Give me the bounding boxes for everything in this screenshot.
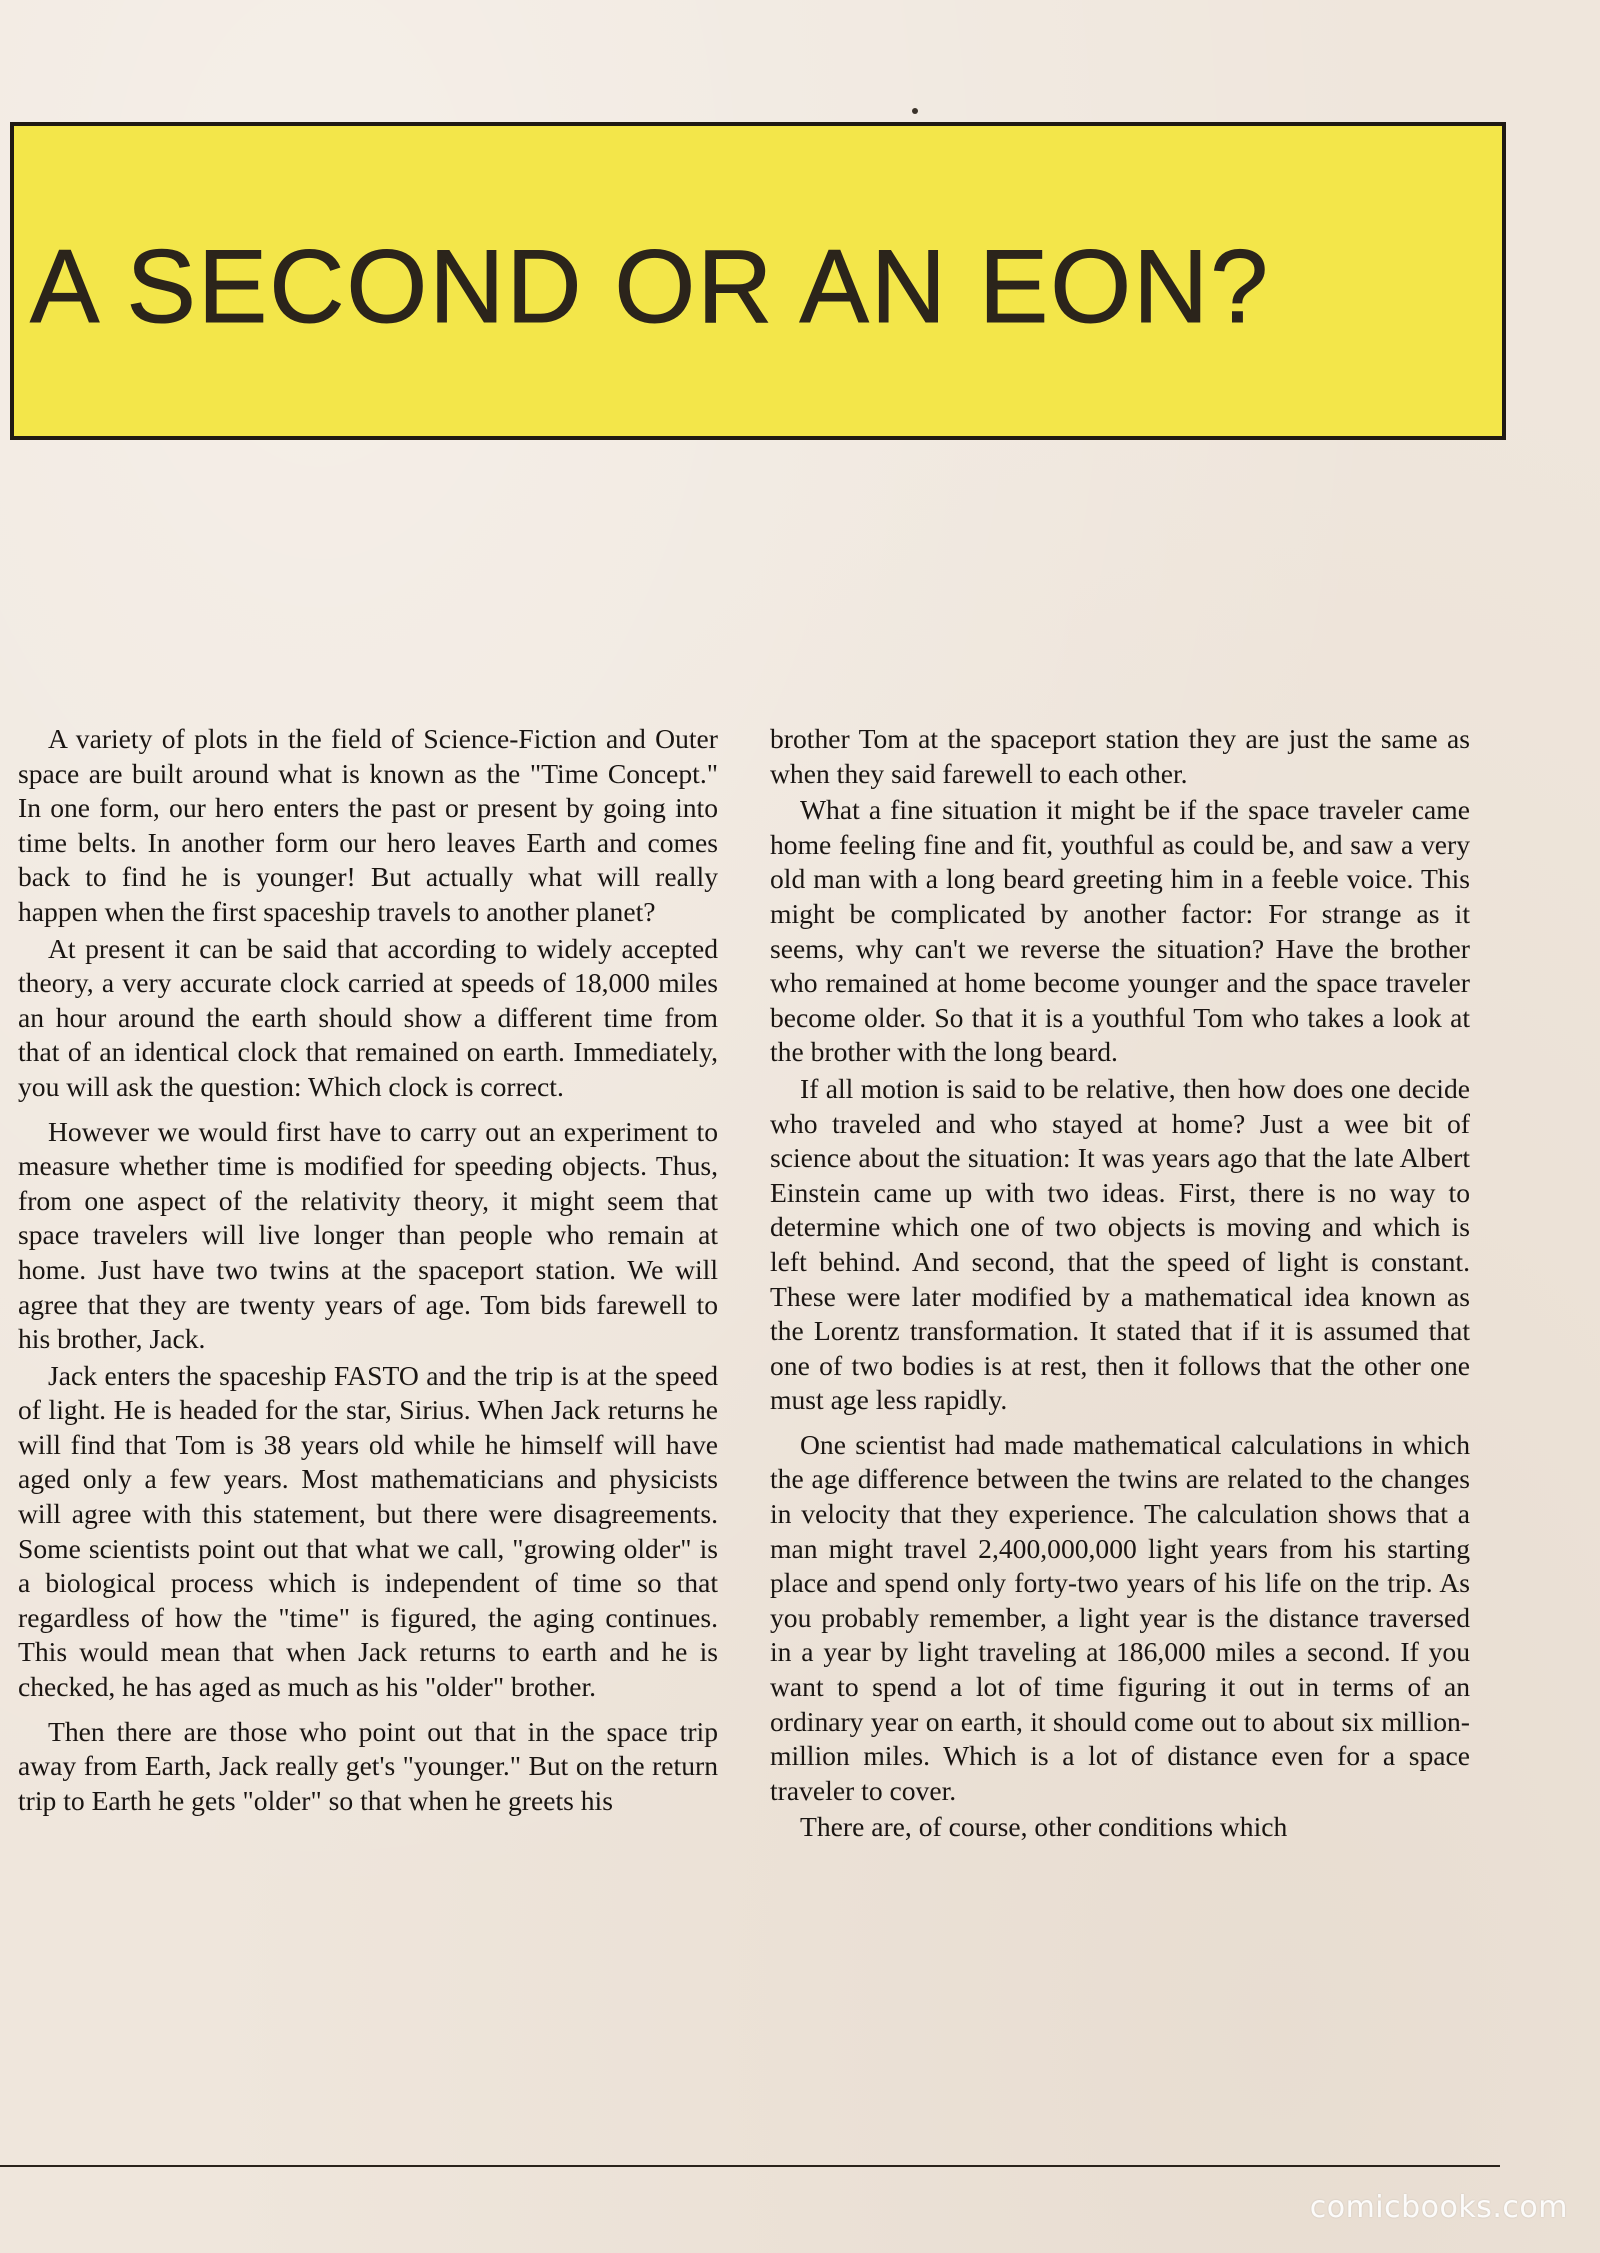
paragraph-right-1: brother Tom at the spaceport station they are just the same as when they said farewell to each other. <box>770 723 1470 789</box>
paragraph-left-1: A variety of plots in the field of Science-Fiction and Outer space are built around what is known as the "Time Concept." In one form, our hero enters the past or present by going into time belts. In another form our hero leaves Earth and comes back to find he is younger! But actually what will really happen when the first spaceship travels to another planet? <box>18 723 718 927</box>
left-column <box>18 722 718 1818</box>
right-column <box>770 722 1470 1845</box>
paragraph-left-2: At present it can be said that according to widely accepted theory, a very accurate clock carried at speeds of 18,000 miles an hour around the earth should show a different time from that of an identical clock that remained on earth. Immediately, you will ask the question: Which clock is correct. <box>18 932 718 1102</box>
paragraph-left-5: Then there are those who point out that in the space trip away from Earth, Jack really get's "younger." But on the return trip to Earth he gets "older" so that when he greets his <box>18 1715 718 1816</box>
ink-speck <box>912 108 918 114</box>
paragraph-left-4: Jack enters the spaceship FASTO and the trip is at the speed of light. He is headed for the star, Sirius. When Jack returns he will find that Tom is 38 years old while he himself will have aged only a few years. Most mathematicians and physicists will agree with this statement, but there were disagreements. Some scientists point out that what we call, "growing older" is a biological process which is independent of time so that regardless of how the "time" is figured, the aging continues. This would mean that when Jack returns to earth and he is checked, he has aged as much as his "older" brother. <box>18 1359 718 1703</box>
title-banner <box>10 122 1506 440</box>
paragraph-right-2: What a fine situation it might be if the space traveler came home feeling fine and fit, youthful as could be, and saw a very old man with a long beard greeting him in a feeble voice. This might be complicated by another factor: For strange as it seems, why can't we reverse the situation? Have the brother who remained at home become younger and the space traveler become older. So that it is a youthful Tom who takes a look at the brother with the long beard. <box>770 794 1470 1068</box>
paragraph-left-3: However we would first have to carry out an experiment to measure whether time is modified for speeding objects. Thus, from one aspect of the relativity theory, it might seem that space travelers will live longer than people who remain at home. Just have two twins at the spaceport station. We will agree that they are twenty years of age. Tom bids farewell to his brother, Jack. <box>18 1115 718 1355</box>
watermark: comicbooks.com <box>1309 2190 1568 2225</box>
page-title: A SECOND OR AN EON? <box>30 228 1271 345</box>
paragraph-right-4: One scientist had made mathematical calculations in which the age difference between the twins are related to the changes in velocity that they experience. The calculation shows that a man might travel 2,400,000,000 light years from his starting place and spend only forty-two years of his life on the trip. As you probably remember, a light year is the distance traversed in a year by light traveling at 186,000 miles a second. If you want to spend a lot of time figuring it out in terms of an ordinary year on earth, it should come out to about six million-million miles. Which is a lot of distance even for a space traveler to cover. <box>770 1428 1470 1806</box>
bottom-rule <box>0 2165 1500 2167</box>
paragraph-right-3: If all motion is said to be relative, then how does one decide who traveled and who stayed at home? Just a wee bit of science about the situation: It was years ago that the late Albert Einstein came up with two ideas. First, there is no way to determine which one of two objects is moving and which is left behind. And second, that the speed of light is constant. These were later modified by a mathematical idea known as the Lorentz transformation. It stated that if it is assumed that one of two bodies is at rest, then it follows that the other one must age less rapidly. <box>770 1072 1470 1416</box>
paragraph-right-5: There are, of course, other conditions which <box>800 1811 1288 1843</box>
